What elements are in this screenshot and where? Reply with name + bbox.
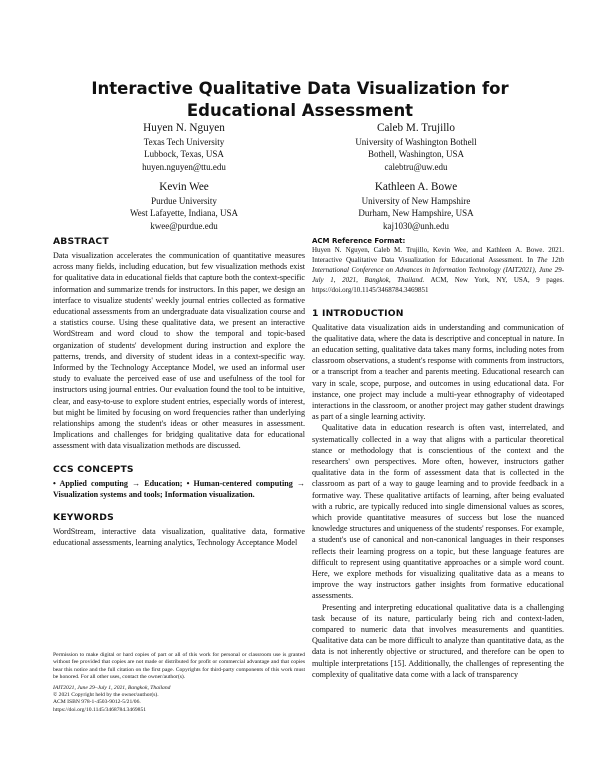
author-location: Bothell, Washington, USA xyxy=(367,149,465,160)
author-email[interactable]: kaj1030@unh.edu xyxy=(382,220,450,231)
copyright-footnote xyxy=(53,652,305,714)
keywords-heading: KEYWORDS xyxy=(53,512,114,524)
author-location: Durham, New Hampshire, USA xyxy=(358,208,474,219)
abstract-text: Data visualization accelerates the communication of quantitative measures across many fields, including education, but few visualization methods exist for qualitative data in educational fields that capture both the context-specific information and summarize trends for instructors. In this paper, we design an interface to visualize students' weekly journal entries collected as formative educational assessments from an undergraduate data visualization course and a statistics course. Using these qualitative data, we present an interactive WordStream and word cloud to show the temporal and topic-based organization of students' development during instruction and explore the patterns, trends, and diversity of student ideas in a context-specific way. Informed by the Technology Acceptance Model, we used an informal user study to evaluate the perceived ease of use and usefulness of the tool for instructors using journal entries. Our evaluation found the tool to be intuitive, clear, and easy-to-use to explore student entries, especially words of interest, but might be limited by focusing on word frequencies rather than underlying relationships among the student's ideas or other measures in assessment. Implications and challenges for bridging qualitative data for educational assessment with data visualization methods are discussed. xyxy=(53,251,305,451)
author-block xyxy=(84,121,284,173)
author-block xyxy=(84,180,284,232)
left-column xyxy=(53,236,305,548)
title-line-2: Educational Assessment xyxy=(186,101,414,120)
acm-ref-heading: ACM Reference Format: xyxy=(312,237,406,245)
intro-paragraph-2: Qualitative data in education research is often vast, interrelated, and systematically collected in a way that aligns with a particular theoretical stance or methodology that is conscientious of the context and the researchers' own perspectives. More often, however, instructors gather qualitative data in the form of assessment data that is collected in the classroom as part of a way to gauge learning and to provide feedback in a formative way. These qualitative artifacts of learning, after being evaluated with a rubric, are typically reduced into single dimensional values as scores, which provide quantitative measures of success but lose the nuanced knowledge structures and uniqueness of the students' responses. For example, a student's use of canonical and non-canonical languages in their responses reflects their learning progress on a topic, but these language features are difficult to represent using quantitative approaches or a simple word count. Here, we explore methods for visualizing qualitative data as a means to improve the way instructors gather insights from formative educational assessments. xyxy=(312,423,564,601)
author-location: Lubbock, Texas, USA xyxy=(144,149,224,160)
copyright-line: © 2021 Copyright held by the owner/author(s). xyxy=(53,692,159,699)
permission-notice: Permission to make digital or hard copies of part or all of this work for personal or classroom use is granted without fee provided that copies are not made or distributed for profit or commercial advantage and that copies bear this notice and the full citation on the first page. Copyrights for third-party components of this work must be honored. For all other uses, contact the owner/author(s). xyxy=(53,652,305,681)
intro-paragraph-3: Presenting and interpreting educational qualitative data is a challenging task because of its nature, particularly being rich and context-laden, compared to numeric data that involves measurements and quantities. Qualitative data can be more difficult to analyze than quantitative data, as the data is not inherently objective or structured, and therefore can be open to multiple interpretations [15]. Additionally, the challenges of representing the complexity of qualitative data come with a lack of transparency xyxy=(312,602,564,679)
author-email[interactable]: kwee@purdue.edu xyxy=(150,220,218,231)
isbn-line: ACM ISBN 978-1-4503-9012-5/21/06. xyxy=(53,699,141,706)
acm-ref-post: ACM, New York, NY, USA, 9 pages. https://doi.org/10.1145/3468784.3469851 xyxy=(312,275,564,294)
author-email[interactable]: calebtru@uw.edu xyxy=(384,161,448,172)
ccs-text: • Applied computing → Education; • Human-centered computing → Visualization systems and tools; Information visualization. xyxy=(53,478,305,499)
author-block xyxy=(316,180,516,232)
author-name: Kevin Wee xyxy=(159,181,209,193)
author-affiliation: Purdue University xyxy=(151,196,217,206)
acm-ref-text xyxy=(312,246,564,296)
author-email[interactable]: huyen.nguyen@ttu.edu xyxy=(142,161,226,172)
author-affiliation: University of New Hampshire xyxy=(361,196,471,206)
author-block xyxy=(316,121,516,173)
author-name: Caleb M. Trujillo xyxy=(376,122,456,134)
title-line-1: Interactive Qualitative Data Visualization for xyxy=(91,79,509,98)
author-affiliation: Texas Tech University xyxy=(143,137,225,147)
keywords-text: WordStream, interactive data visualization, qualitative data, formative educational assessments, learning analytics, Technology Acceptance Model xyxy=(53,527,305,548)
author-affiliation: University of Washington Bothell xyxy=(355,137,477,147)
author-name: Kathleen A. Bowe xyxy=(374,181,458,193)
paper-title xyxy=(0,78,600,122)
intro-paragraph-1: Qualitative data visualization aids in understanding and communication of the qualitative data, where the data is descriptive and conceptual in nature. In an education setting, qualitative data takes many forms, including notes from classroom observations, a student's response with comments from instructors, or a transcript from a teacher and parents meeting. Educational research can vary in scale, scope, purpose, and outcomes in using educational data. For instance, one project may include a multi-year ethnography of videotaped interactions in the classroom, or another project may gather student drawings as part of a single learning activity. xyxy=(312,322,564,422)
acm-ref-pre: Huyen N. Nguyen, Caleb M. Trujillo, Kevin Wee, and Kathleen A. Bowe. 2021. Interactive Qualitative Data Visualization for Educational Assessment. In xyxy=(312,246,564,264)
author-location: West Lafayette, Indiana, USA xyxy=(130,208,238,219)
intro-heading: 1 INTRODUCTION xyxy=(312,307,404,319)
acm-ref-venue: The 12th International Conference on Advances in Information Technology (IAIT2021), June 29-July 1, 2021, Bangkok, Thailand. xyxy=(312,255,564,284)
author-name: Huyen N. Nguyen xyxy=(143,122,225,134)
doi-link[interactable]: https://doi.org/10.1145/3468784.3469851 xyxy=(53,706,147,713)
venue-line: IAIT2021, June 29–July 1, 2021, Bangkok, Thailand xyxy=(53,684,171,691)
abstract-heading: ABSTRACT xyxy=(53,236,109,247)
right-column xyxy=(312,236,564,680)
ccs-heading: CCS CONCEPTS xyxy=(53,463,134,475)
